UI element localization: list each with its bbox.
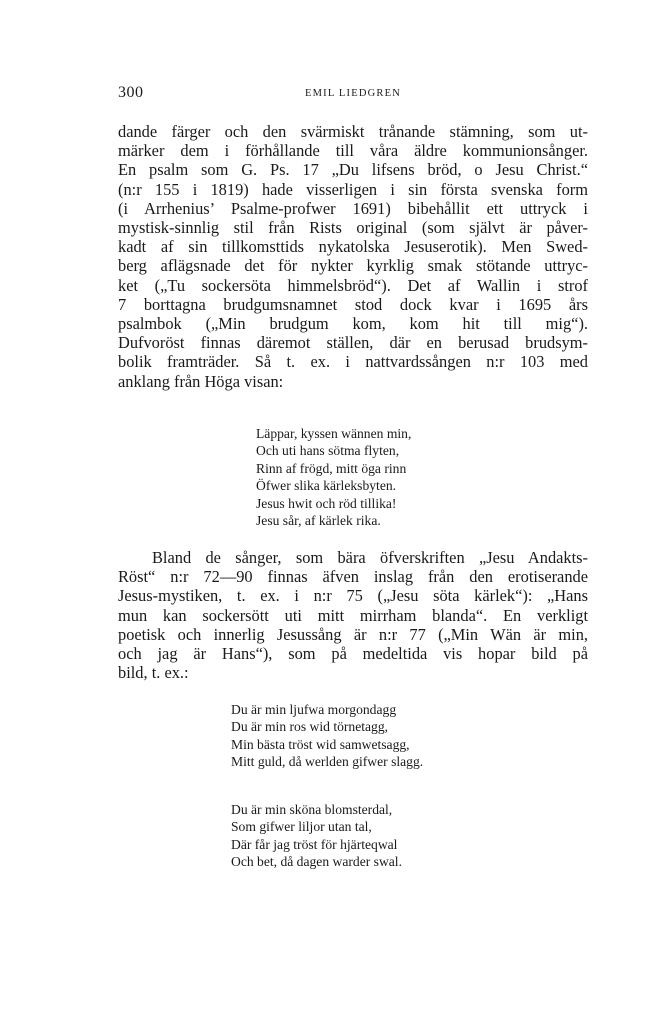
verse-line: Mitt guld, då werlden gifwer slagg. — [231, 754, 424, 770]
text-line: och jag är Hans“), som på medeltida vis hopar bild på — [118, 644, 588, 664]
poem-quote-1 — [256, 425, 411, 529]
text-line: bolik framträder. Så t. ex. i nattvardssången n:r 103 med — [118, 352, 588, 372]
text-line: berg aflägsnade det för nykter kyrklig smak stötande uttryc- — [118, 256, 588, 276]
text-line: psalmbok („Min brudgum kom, kom hit till mig“). — [118, 314, 588, 334]
text-line: (n:r 155 i 1819) hade visserligen i sin första svenska form — [118, 179, 588, 199]
verse-line: Och uti hans sötma flyten, — [256, 443, 400, 459]
text-line: märker dem i förhållande till våra äldre kommunionsånger. — [118, 141, 588, 161]
verse-line: Och bet, då dagen warder swal. — [231, 854, 402, 870]
verse-line: Där får jag tröst för hjärteqwal — [231, 836, 398, 852]
verse-line: Jesus hwit och röd tillika! — [256, 495, 397, 511]
text-line: bild, t. ex.: — [118, 663, 189, 683]
text-line: mystisk-sinnlig stil från Rists original (som självt är påver- — [118, 218, 588, 238]
text-line: En psalm som G. Ps. 17 „Du lifsens bröd, o Jesu Christ.“ — [118, 160, 588, 180]
body-paragraph-2 — [118, 548, 588, 682]
text-line: ket („Tu sockersöta himmelsbröd“). Det af Wallin i strof — [118, 275, 588, 295]
text-line: anklang från Höga visan: — [118, 371, 284, 391]
verse-line: Som gifwer liljor utan tal, — [231, 819, 372, 835]
text-line: dande färger och den svärmiskt trånande stämning, som ut- — [118, 122, 588, 141]
text-line: 7 borttagna brudgumsnamnet stod dock kvar i 1695 års — [118, 294, 588, 314]
page-header — [118, 84, 588, 108]
text-line: poetisk och innerlig Jesussång är n:r 77 („Min Wän är min, — [118, 624, 588, 644]
text-line: mun kan sockersött uti mitt mirrham blanda“. En verkligt — [118, 605, 588, 625]
text-line: Dufvoröst finnas däremot ställen, där en berusad brudsym- — [118, 333, 588, 353]
running-head: EMIL LIEDGREN — [305, 88, 401, 99]
page-number: 300 — [118, 84, 144, 101]
text-line: (i Arrhenius’ Psalme-profwer 1691) bibehållit ett uttryck i — [118, 198, 588, 218]
verse-line: Rinn af frögd, mitt öga rinn — [256, 460, 407, 476]
verse-line: Du är min ros wid törnetagg, — [231, 719, 389, 735]
verse-line: Läppar, kyssen wännen min, — [256, 426, 412, 441]
verse-line: Du är min sköna blomsterdal, — [231, 802, 393, 817]
text-line: Bland de sånger, som bära öfverskriften „Jesu Andakts- — [152, 548, 588, 567]
text-line: kadt af sin tillkomsttids nykatolska Jesuserotik). Men Swed- — [118, 237, 588, 257]
text-line: Röst“ n:r 72—90 finnas äfven inslag från den erotiserande — [118, 567, 588, 587]
verse-line: Jesu sår, af kärlek rika. — [256, 513, 381, 529]
body-paragraph-1 — [118, 122, 588, 391]
verse-line: Du är min ljufwa morgondagg — [231, 702, 397, 717]
poem-quote-2 — [231, 701, 423, 771]
verse-line: Öfwer slika kärleksbyten. — [256, 478, 397, 494]
verse-line: Min bästa tröst wid samwetsagg, — [231, 736, 410, 752]
poem-quote-3 — [231, 801, 402, 871]
text-line: Jesus-mystiken, t. ex. i n:r 75 („Jesu söta kärlek“): „Hans — [118, 586, 588, 606]
